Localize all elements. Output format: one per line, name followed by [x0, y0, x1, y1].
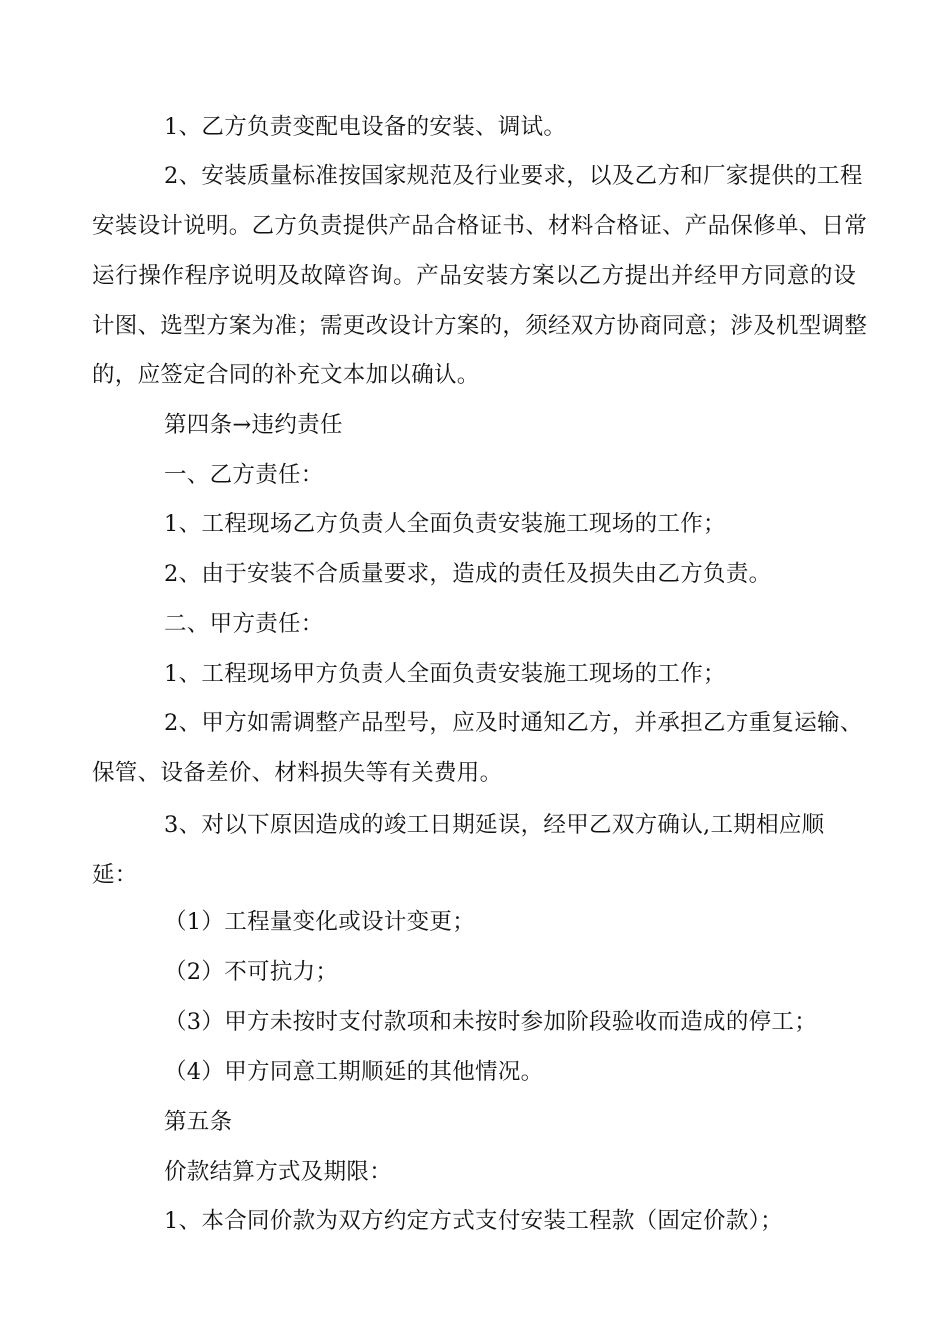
section-heading: 第四条→违约责任 [164, 412, 343, 438]
paragraph-line: 3、对以下原因造成的竣工日期延误，经甲乙双方确认,工期相应顺 [164, 812, 825, 838]
subsection-heading: 一、乙方责任： [164, 462, 324, 488]
paragraph-line: 延： [92, 862, 138, 888]
paragraph-line: 安装设计说明。乙方负责提供产品合格证书、材料合格证、产品保修单、日常 [92, 213, 868, 239]
section-heading: 第五条 [164, 1109, 233, 1135]
paragraph-line: 2、由于安装不合质量要求，造成的责任及损失由乙方负责。 [164, 561, 772, 587]
paragraph-line: 的，应签定合同的补充文本加以确认。 [92, 362, 480, 388]
paragraph-line: 1、本合同价款为双方约定方式支付安装工程款（固定价款）； [164, 1208, 783, 1234]
paragraph-line: 2、安装质量标准按国家规范及行业要求，以及乙方和厂家提供的工程 [164, 163, 863, 189]
list-item: （1）工程量变化或设计变更； [164, 909, 476, 935]
paragraph-line: 价款结算方式及期限： [164, 1159, 393, 1185]
paragraph-line: 1、工程现场甲方负责人全面负责安装施工现场的工作； [164, 661, 726, 687]
paragraph-line: 1、乙方负责变配电设备的安装、调试。 [164, 114, 567, 140]
paragraph-line: 保管、设备差价、材料损失等有关费用。 [92, 760, 503, 786]
paragraph-line: 运行操作程序说明及故障咨询。产品安装方案以乙方提出并经甲方同意的设 [92, 263, 856, 289]
subsection-heading: 二、甲方责任： [164, 611, 324, 637]
paragraph-line: 1、工程现场乙方负责人全面负责安装施工现场的工作； [164, 511, 726, 537]
list-item: （2）不可抗力； [164, 959, 339, 985]
list-item: （4）甲方同意工期顺延的其他情况。 [164, 1059, 544, 1085]
paragraph-line: 2、甲方如需调整产品型号，应及时通知乙方，并承担乙方重复运输、 [164, 710, 863, 736]
list-item: （3）甲方未按时支付款项和未按时参加阶段验收而造成的停工； [164, 1009, 818, 1035]
paragraph-line: 计图、选型方案为准；需更改设计方案的，须经双方协商同意；涉及机型调整 [92, 313, 868, 339]
